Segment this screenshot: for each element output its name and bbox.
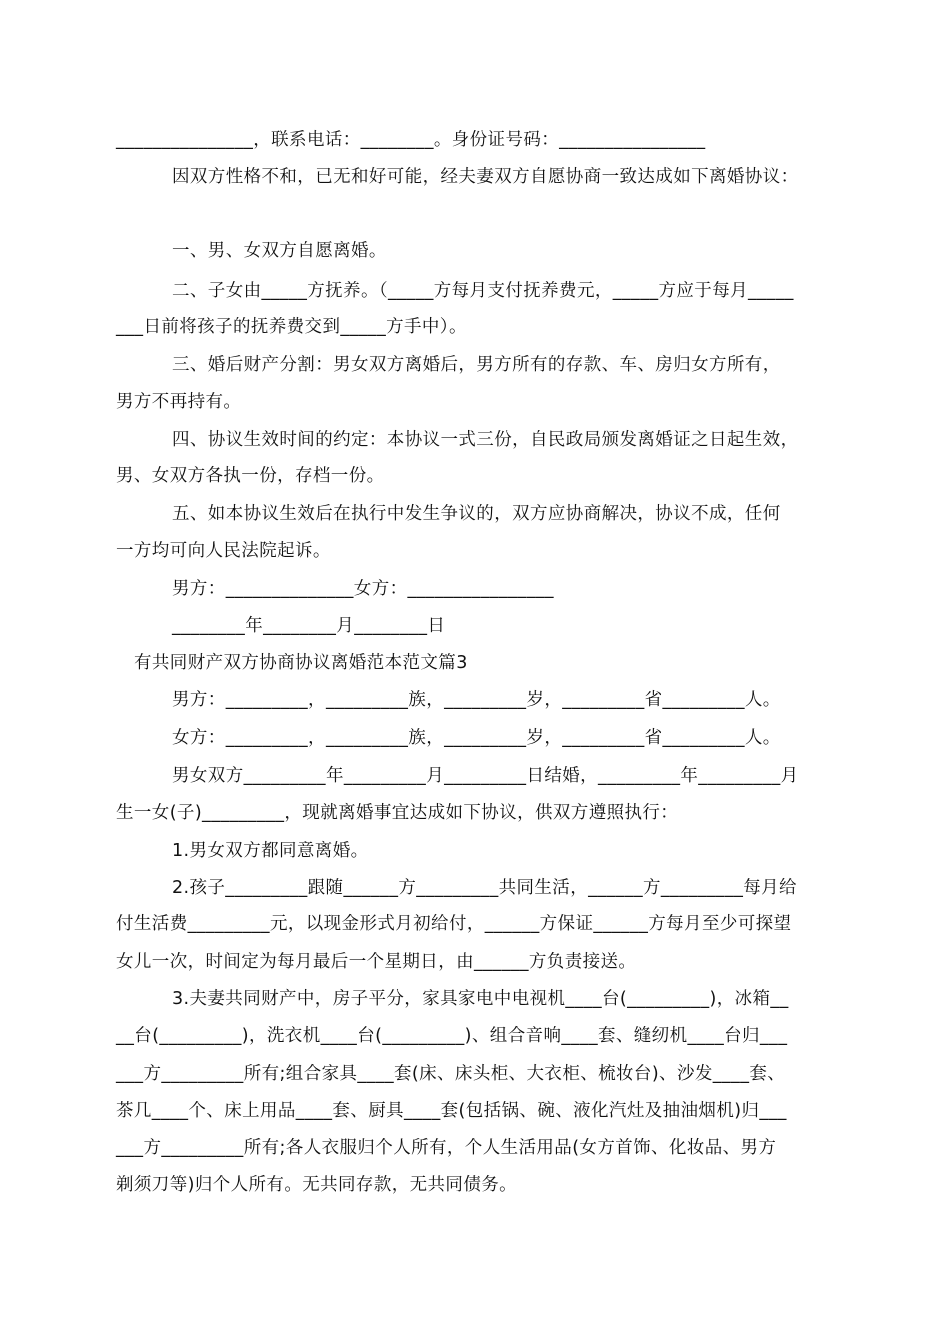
item-2-line-3: 女儿一次，时间定为每月最后一个星期日，由______方负责接送。 [116, 952, 637, 972]
contact-info-line: _______________，联系电话：________。身份证号码：________________ [116, 130, 706, 150]
item-2-line-1: 2.孩子_________跟随______方_________共同生活，______方_________每月给 [172, 878, 797, 898]
item-3-line-3: ___方_________所有;组合家具____套(床、床头柜、大衣柜、梳妆台)、沙发____套、 [116, 1064, 786, 1084]
clause-5-line-2: 一方均可向人民法院起诉。 [116, 541, 331, 561]
item-2-line-2: 付生活费_________元，以现金形式月初给付，______方保证______方每月至少可探望 [116, 914, 792, 934]
clause-4-line-1: 四、协议生效时间的约定：本协议一式三份，自民政局颁发离婚证之日起生效， [172, 430, 799, 450]
female-info-line: 女方：_________，_________族，_________岁，_________省_________人。 [172, 728, 781, 748]
clause-2-line-1: 二、子女由_____方抚养。（_____方每月支付抚养费元，_____方应于每月_____ [172, 281, 794, 301]
section-title: 有共同财产双方协商协议离婚范本范文篇3 [134, 653, 468, 673]
item-3-line-6: 剃须刀等)归个人所有。无共同存款，无共同债务。 [116, 1175, 518, 1195]
date-line: ________年________月________日 [172, 616, 446, 636]
marriage-info-line-2: 生一女(子)_________，现就离婚事宜达成如下协议，供双方遵照执行： [116, 803, 679, 823]
item-3-line-2: __台(_________)，洗衣机____台(_________)、组合音响____套、缝纫机____台归___ [116, 1026, 788, 1046]
signature-line: 男方：______________女方：________________ [172, 579, 554, 599]
item-1: 1.男女双方都同意离婚。 [172, 841, 369, 861]
clause-4-line-2: 男、女双方各执一份，存档一份。 [116, 466, 385, 486]
marriage-info-line-1: 男女双方_________年_________月_________日结婚，_________年_________月 [172, 766, 799, 786]
clause-2-line-2: ___日前将孩子的抚养费交到_____方手中）。 [116, 317, 467, 337]
item-3-line-5: ___方_________所有;各人衣服归个人所有，个人生活用品(女方首饰、化妆品、男方 [116, 1138, 777, 1158]
clause-5-line-1: 五、如本协议生效后在执行中发生争议的，双方应协商解决，协议不成，任何 [172, 504, 781, 524]
clause-3-line-1: 三、婚后财产分割：男女双方离婚后，男方所有的存款、车、房归女方所有， [172, 355, 781, 375]
item-3-line-1: 3.夫妻共同财产中，房子平分，家具家电中电视机____台(_________)，冰箱__ [172, 989, 789, 1009]
preamble-paragraph: 因双方性格不和，已无和好可能，经夫妻双方自愿协商一致达成如下离婚协议： [172, 167, 799, 187]
clause-1: 一、男、女双方自愿离婚。 [172, 241, 387, 261]
male-info-line: 男方：_________，_________族，_________岁，_________省_________人。 [172, 690, 781, 710]
item-3-line-4: 茶几____个、床上用品____套、厨具____套(包括锅、碗、液化汽灶及抽油烟机)归___ [116, 1101, 787, 1121]
clause-3-line-2: 男方不再持有。 [116, 392, 242, 412]
